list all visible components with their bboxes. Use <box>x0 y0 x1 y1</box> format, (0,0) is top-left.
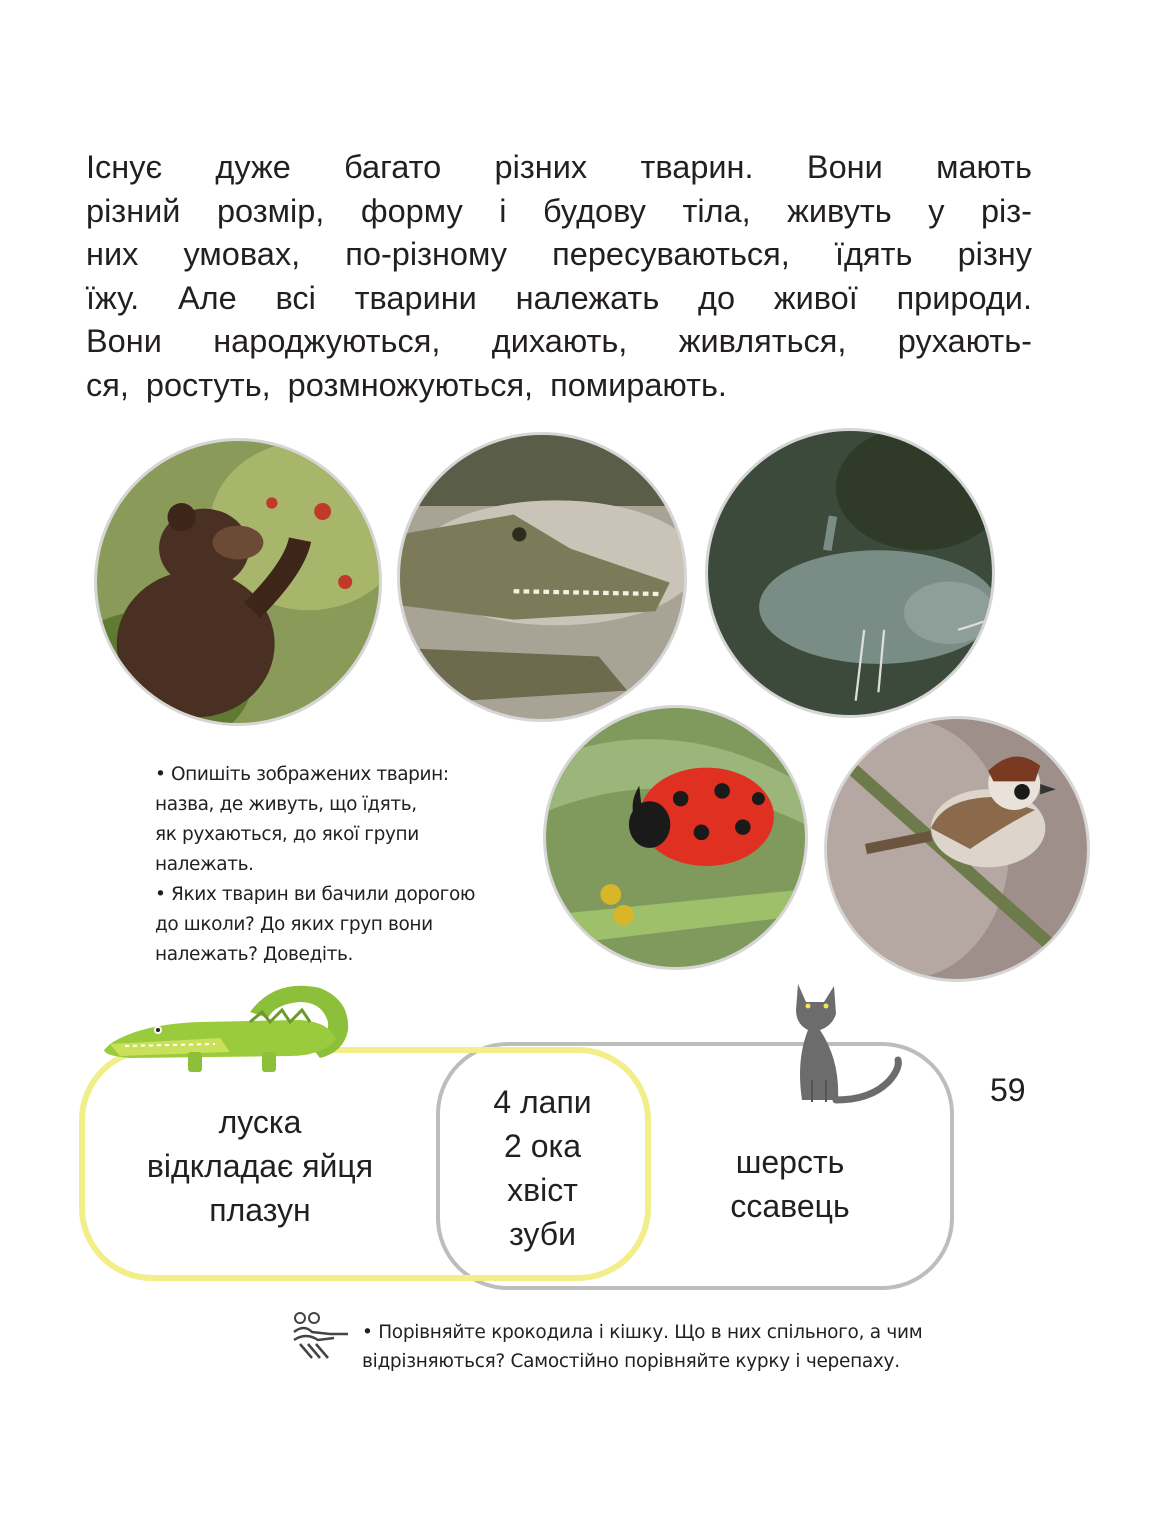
trait: луска <box>218 1104 302 1140</box>
page-number: 59 <box>990 1072 1026 1108</box>
task-line: відрізняються? Самостійно порівняйте курку і черепаху. <box>362 1351 900 1372</box>
trait: ссавець <box>730 1188 850 1224</box>
intro-line: Вони народжуються, дихають, живляться, рухають- <box>86 323 1032 360</box>
cat-traits <box>690 1140 890 1228</box>
task-line: • Порівняйте крокодила і кішку. Що в них спільного, а чим <box>362 1322 923 1343</box>
sparrow-photo <box>824 716 1090 982</box>
intro-line: Існує дуже багато різних тварин. Вони мають <box>86 149 1032 185</box>
trait: 2 ока <box>504 1128 581 1164</box>
task-list <box>155 760 535 970</box>
trait: відкладає яйця <box>146 1148 374 1184</box>
task-line: до школи? До яких груп вони <box>155 914 433 935</box>
task-line: назва, де живуть, що їдять, <box>155 794 417 815</box>
intro-line: них умовах, по-різному пересуваються, їдять різну <box>86 236 1032 273</box>
crocodile-photo <box>397 432 687 722</box>
task-line: як рухаються, до якої групи <box>155 824 419 845</box>
bear-photo <box>94 438 382 726</box>
trait: шерсть <box>735 1144 845 1180</box>
task-line: належать. <box>155 854 254 875</box>
trait: зуби <box>509 1216 576 1252</box>
trait: хвіст <box>507 1172 578 1208</box>
common-traits <box>455 1080 630 1256</box>
catfish-photo <box>705 428 995 718</box>
trait: плазун <box>209 1192 311 1228</box>
intro-line: їжу. Але всі тварини належать до живої природи. <box>86 279 1032 316</box>
crocodile-icon <box>104 986 348 1072</box>
task-line: належать? Доведіть. <box>155 944 353 965</box>
comparison-task <box>362 1318 922 1376</box>
intro-paragraph <box>86 146 1032 408</box>
intro-line: ся, ростуть, розмножуються, помирають. <box>86 366 727 403</box>
task-line: • Опишіть зображених тварин: <box>155 764 449 785</box>
intro-line: різний розмір, форму і будову тіла, живуть у різ- <box>86 192 1032 229</box>
trait: 4 лапи <box>493 1084 592 1120</box>
crocodile-traits <box>100 1100 420 1232</box>
pair-work-icon <box>290 1310 354 1366</box>
task-line: • Яких тварин ви бачили дорогою <box>155 884 476 905</box>
ladybug-photo <box>543 705 808 970</box>
